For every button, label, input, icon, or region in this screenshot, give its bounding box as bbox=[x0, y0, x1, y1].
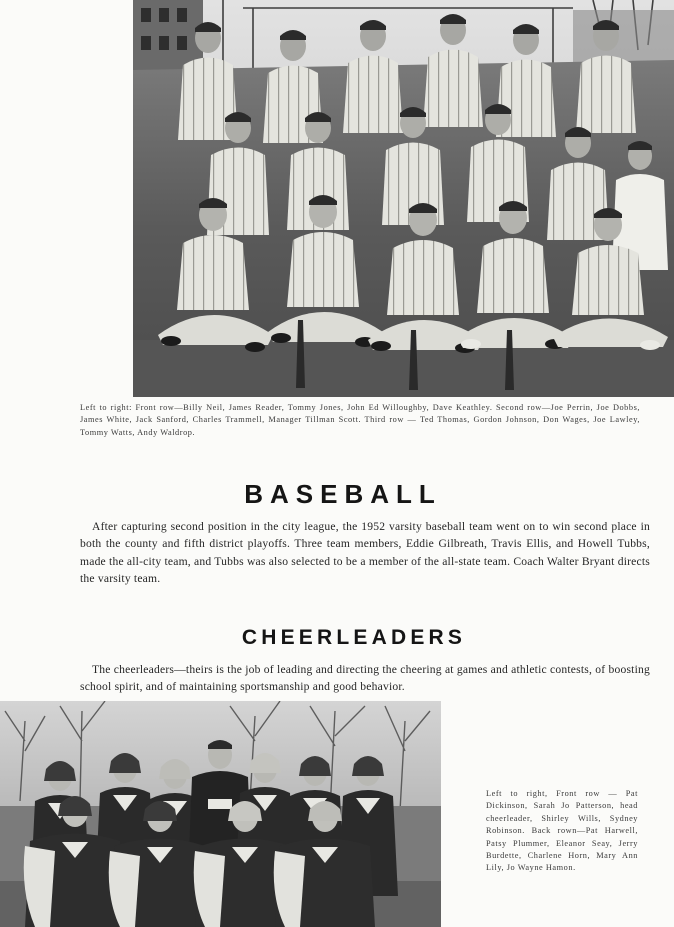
baseball-team-photo bbox=[133, 0, 674, 397]
baseball-photo-illustration bbox=[133, 0, 674, 397]
cheerleaders-photo-caption: Left to right, Front row — Pat Dickinson, Sarah Jo Patterson, head cheerleader, Shirley Wills, Sydney Robinson. Back rown—Pat Harwell, Patsy Plummer, Eleanor Seay, Jerry Burdette, Charlene Horn, Mary Ann Lily, Jo Wayne Hamon. bbox=[486, 789, 638, 873]
cheerleaders-photo bbox=[0, 701, 441, 927]
baseball-paragraph: After capturing second position in the city league, the 1952 varsity baseball team went on to win second place in both the county and fifth district playoffs. Three team members, Eddie Gilbreath, Travis Ellis, and Howell Tubbs, made the all-city team, and Tubbs was also selected to be a member of the all-state team. Coach Walter Bryant directs the varsity team. bbox=[80, 520, 650, 586]
cheerleaders-heading: CHEERLEADERS bbox=[241, 626, 467, 649]
baseball-heading: BASEBALL bbox=[244, 479, 442, 509]
cheerleaders-photo-illustration bbox=[0, 701, 441, 927]
baseball-photo-caption: Left to right: Front row—Billy Neil, James Reader, Tommy Jones, John Ed Willoughby, Dave Keathley. Second row—Joe Perrin, Joe Dobbs, James White, Jack Sanford, Charles Trammell, Manager Tillman Scott. Third row — Ted Thomas, Gordon Johnson, Don Wages, Joe Lawley, Tommy Watts, Andy Waldrop. bbox=[80, 403, 640, 437]
cheerleaders-paragraph: The cheerleaders—theirs is the job of leading and directing the cheering at games and athletic contests, of boosting school spirit, and of maintaining sportsmanship and good behavior. bbox=[80, 663, 650, 694]
